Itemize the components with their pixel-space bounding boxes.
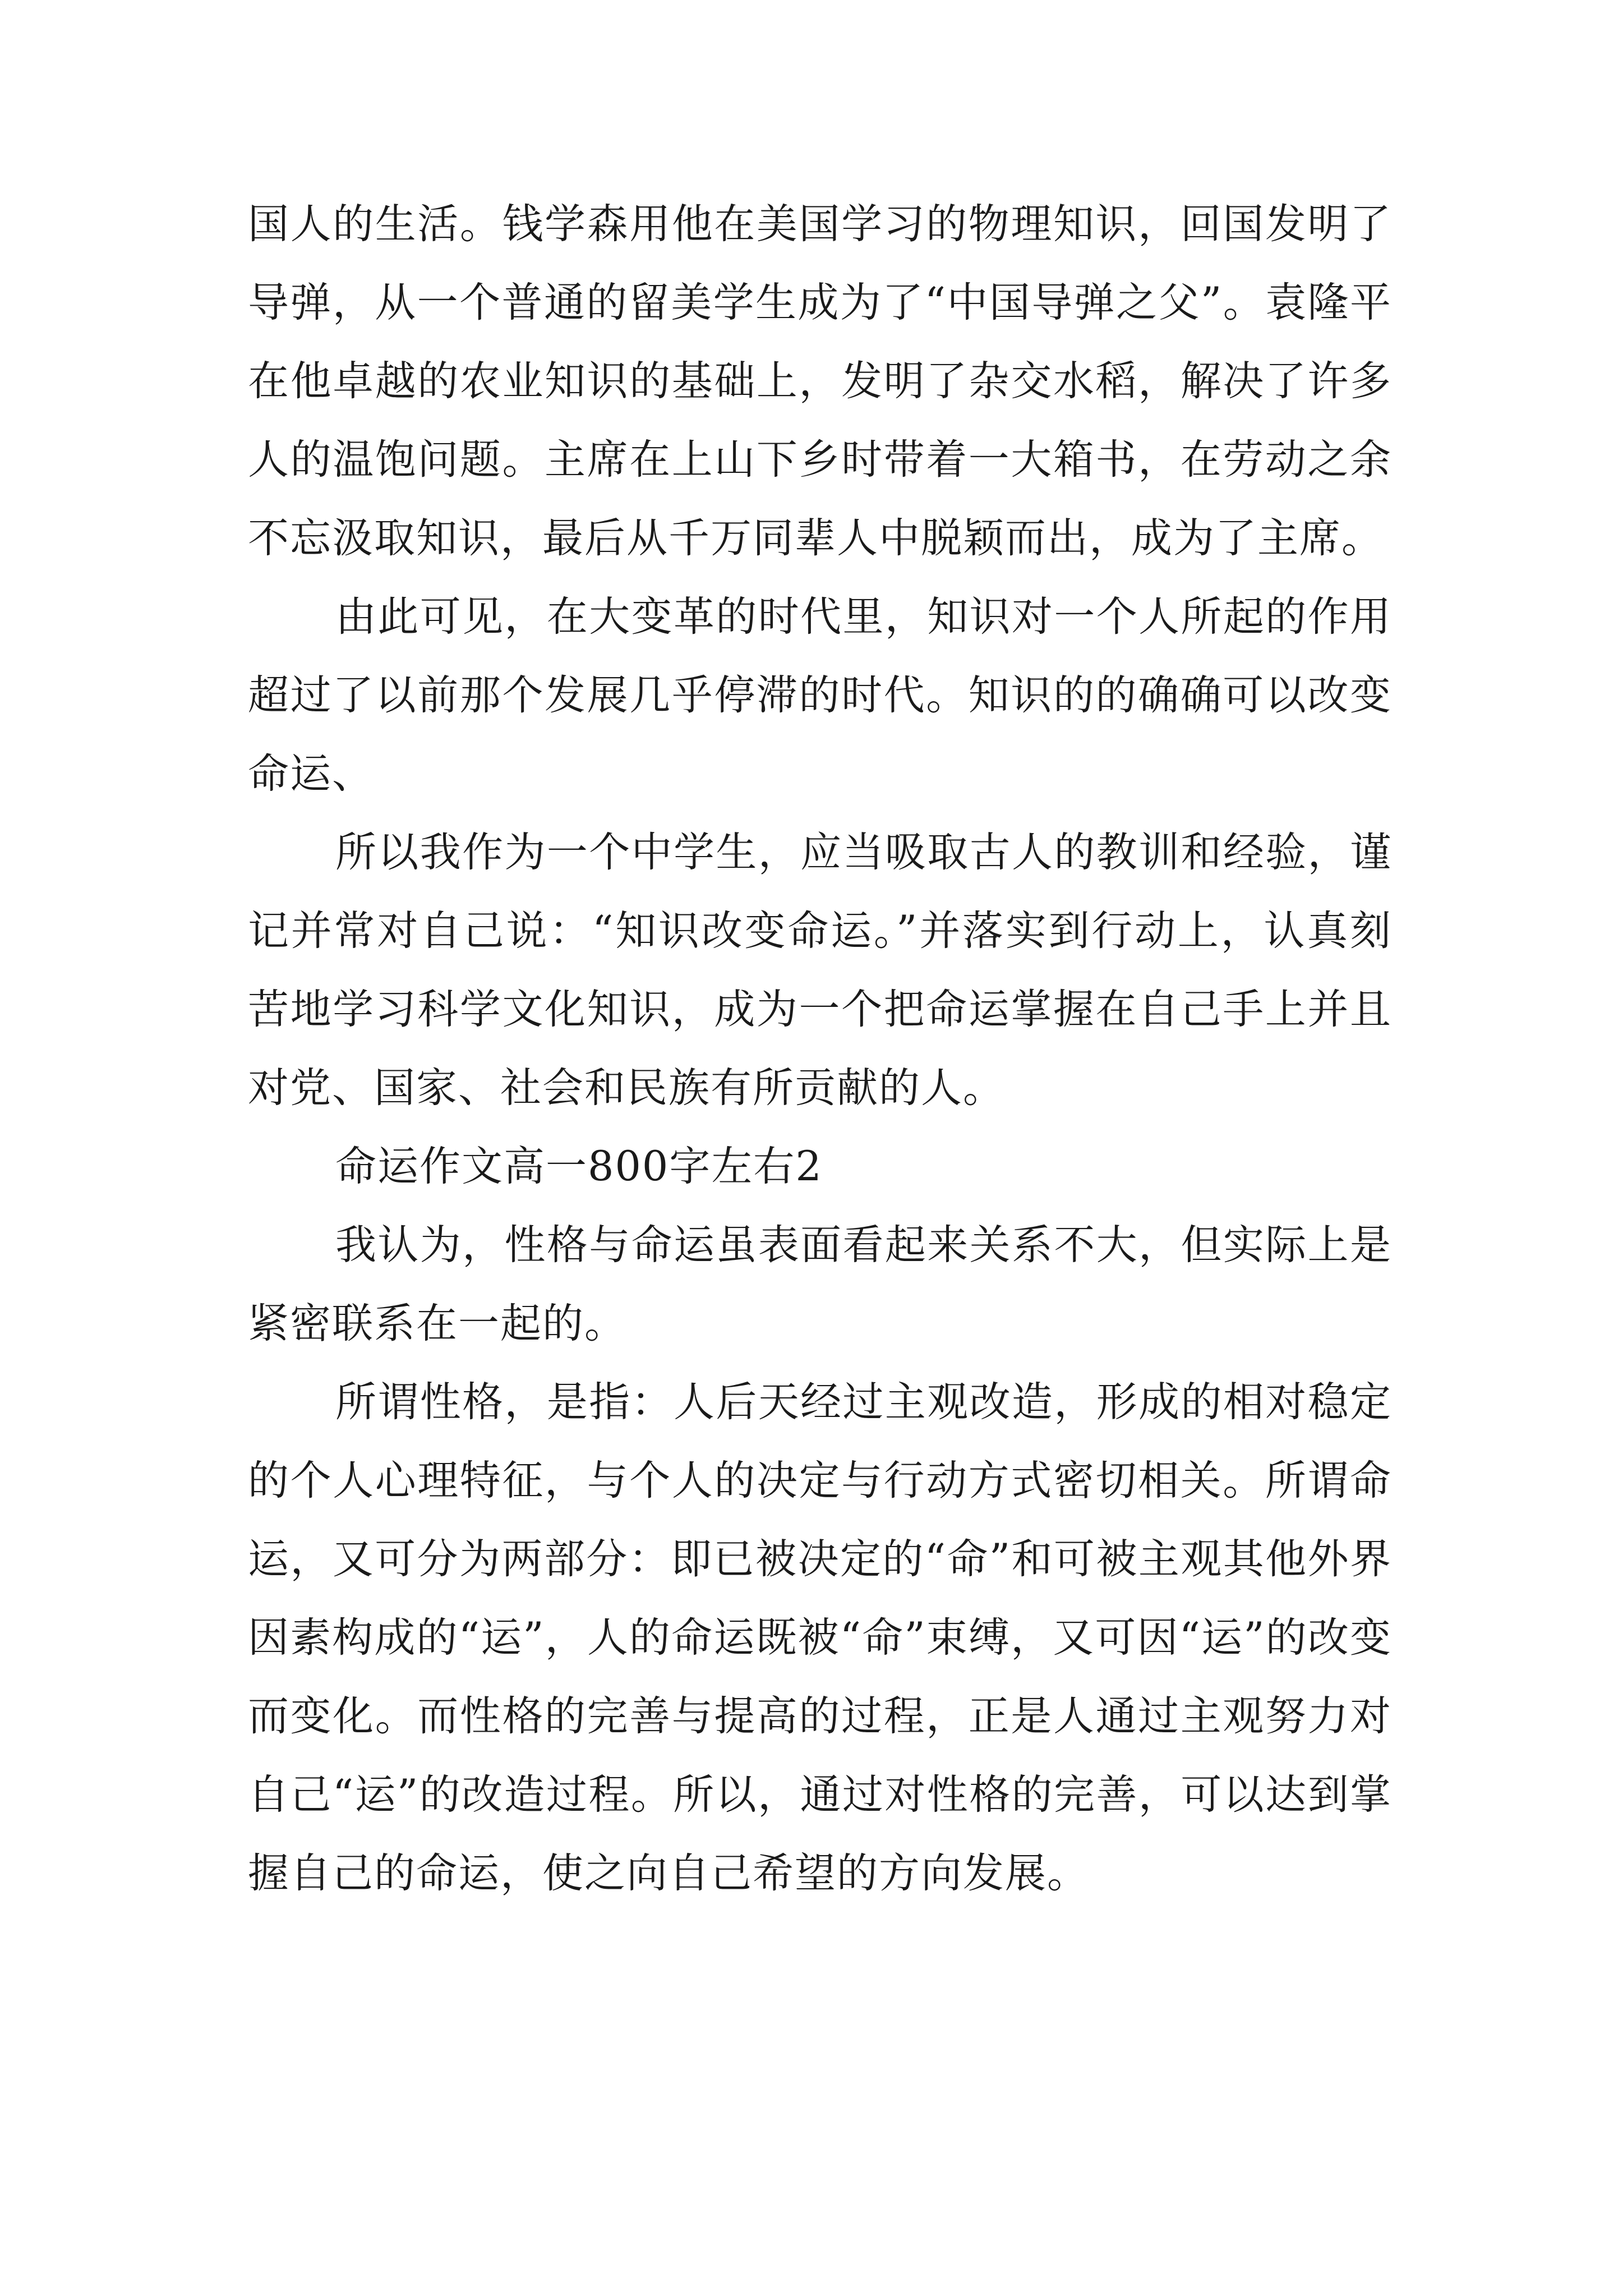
paragraph-2: 由此可见，在大变革的时代里，知识对一个人所起的作用超过了以前那个发展几乎停滞的时代。知识的的确确可以改变命运、 (248, 593, 1392, 798)
paragraph-3: 所以我作为一个中学生，应当吸取古人的教训和经验，谨记并常对自己说：“知识改变命运。”并落实到行动上，认真刻苦地学习科学文化知识，成为一个把命运掌握在自己手上并且对党、国家、社会和民族有所贡献的人。 (248, 829, 1392, 1112)
document-body (248, 185, 1392, 1913)
paragraph-5: 所谓性格，是指：人后天经过主观改造，形成的相对稳定的个人心理特征，与个人的决定与行动方式密切相关。所谓命运，又可分为两部分：即已被决定的“命”和可被主观其他外界因素构成的“运”，人的命运既被“命”束缚，又可因“运”的改变而变化。而性格的完善与提高的过程，正是人通过主观努力对自己“运”的改造过程。所以，通过对性格的完善，可以达到掌握自己的命运，使之向自己希望的方向发展。 (248, 1378, 1392, 1897)
paragraph-4: 我认为，性格与命运虽表面看起来关系不大，但实际上是紧密联系在一起的。 (248, 1221, 1392, 1347)
section-heading: 命运作文高一800字左右2 (335, 1143, 823, 1190)
paragraph-1: 国人的生活。钱学森用他在美国学习的物理知识，回国发明了导弹，从一个普通的留美学生成为了“中国导弹之父”。袁隆平在他卓越的农业知识的基础上，发明了杂交水稻，解决了许多人的温饱问题。主席在上山下乡时带着一大箱书，在劳动之余不忘汲取知识，最后从千万同辈人中脱颖而出，成为了主席。 (248, 200, 1392, 562)
